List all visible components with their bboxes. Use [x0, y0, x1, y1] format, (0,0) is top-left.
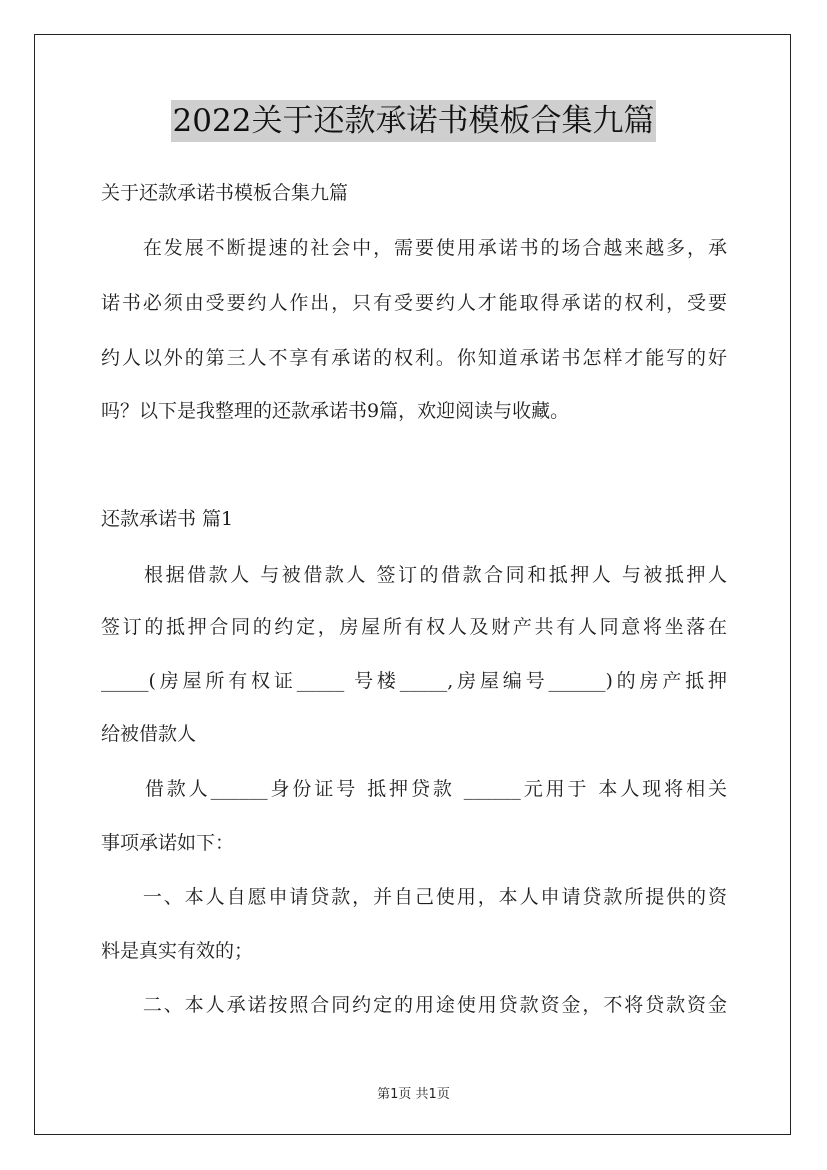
body-line-1: 根据借款人 与被借款人 签订的借款合同和抵押人 与被抵押人 — [101, 564, 727, 586]
body-line-2: 签订的抵押合同的约定，房屋所有权人及财产共有人同意将坐落在 — [101, 616, 727, 638]
page-number: 第1页 共1页 — [377, 1087, 450, 1102]
intro-line-3: 约人以外的第三人不享有承诺的权利。你知道承诺书怎样才能写的好 — [101, 347, 727, 369]
body-line-4: 给被借款人 — [101, 723, 197, 745]
document-title: 2022关于还款承诺书模板合集九篇 — [171, 100, 657, 142]
section-heading: 还款承诺书 篇1 — [101, 508, 234, 530]
body-line-7: 一、本人自愿申请贷款，并自己使用，本人申请贷款所提供的资 — [101, 886, 727, 908]
body-line-8: 料是真实有效的； — [101, 940, 254, 962]
document-subtitle: 关于还款承诺书模板合集九篇 — [101, 182, 349, 204]
intro-line-4: 吗？以下是我整理的还款承诺书9篇，欢迎阅读与收藏。 — [101, 400, 570, 422]
body-line-3: _____(房屋所有权证_____ 号楼_____,房屋编号______)的房产抵押 — [101, 670, 727, 692]
intro-line-2: 诺书必须由受要约人作出，只有受要约人才能取得承诺的权利，受要 — [101, 292, 727, 314]
title-container — [0, 100, 827, 142]
body-line-6: 事项承诺如下： — [101, 832, 235, 854]
intro-line-1: 在发展不断提速的社会中，需要使用承诺书的场合越来越多，承 — [101, 237, 727, 259]
body-line-9: 二、本人承诺按照合同约定的用途使用贷款资金，不将贷款资金 — [101, 994, 727, 1016]
body-line-5: 借款人______身份证号 抵押贷款 ______元用于 本人现将相关 — [101, 778, 727, 800]
